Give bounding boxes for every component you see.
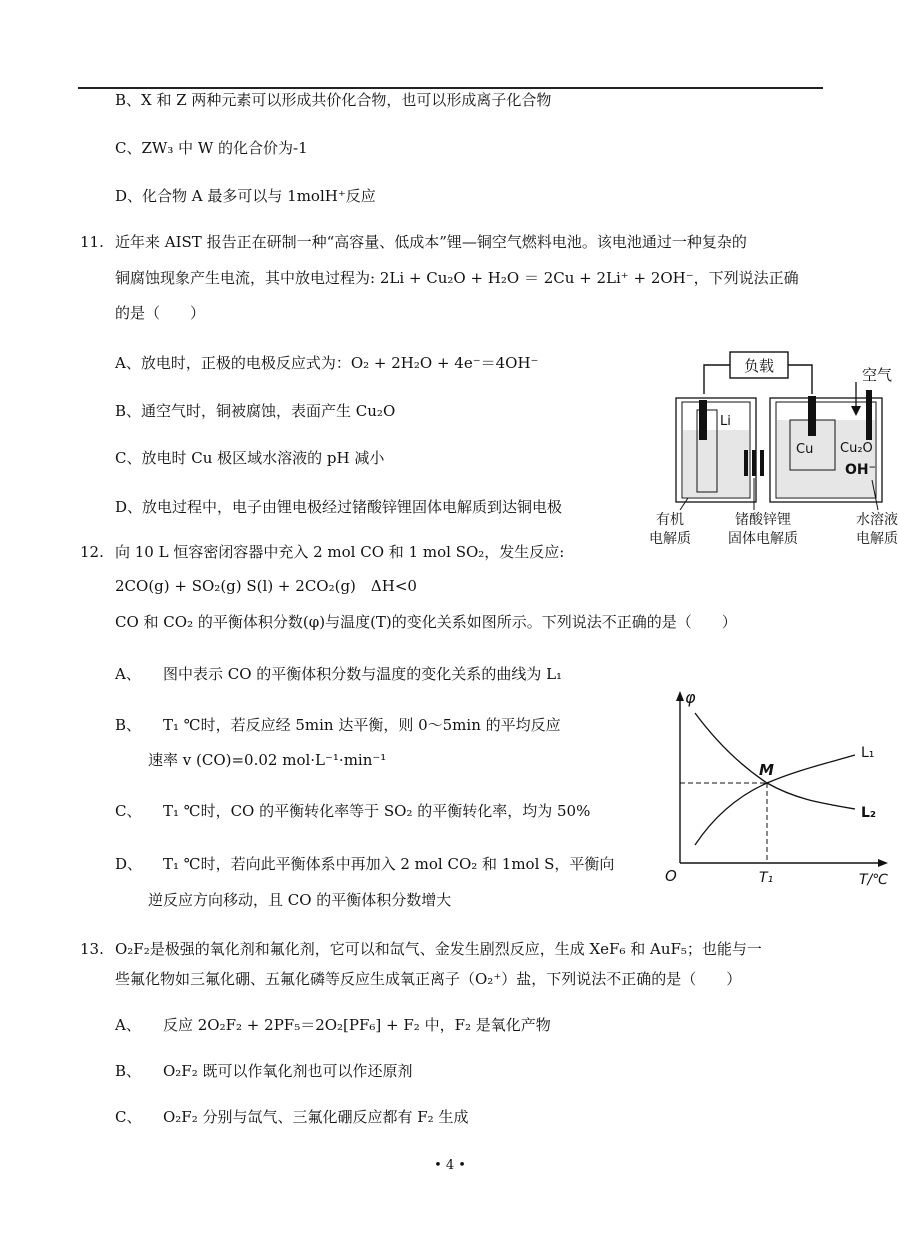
aqueous-label-1: 水溶液 — [856, 512, 898, 528]
aqueous-label-2: 电解质 — [856, 531, 898, 547]
q13-option-c-label: C、 — [115, 1108, 142, 1126]
li-label: Li — [720, 414, 731, 429]
q10-option-b: B、X 和 Z 两种元素可以形成共价化合物，也可以形成离子化合物 — [115, 91, 552, 109]
battery-diagram — [640, 350, 900, 550]
q13-stem-line1: O₂F₂是极强的氧化剂和氟化剂，它可以和氙气、金发生剧烈反应，生成 XeF₆ 和 AuF₅；也能与一 — [115, 940, 762, 958]
q13-option-a-label: A、 — [115, 1016, 141, 1034]
q13-number: 13. — [80, 940, 104, 958]
q12-equation: 2CO(g) + SO₂(g) S(l) + 2CO₂(g) ΔH<0 — [115, 577, 417, 595]
organic-label-2: 电解质 — [649, 531, 691, 547]
l2-label: L₂ — [861, 805, 877, 821]
q10-option-d: D、化合物 A 最多可以与 1molH⁺反应 — [115, 187, 376, 205]
q11-stem-line1: 近年来 AIST 报告正在研制一种“高容量、低成本”锂—铜空气燃料电池。该电池通过一种复杂的 — [115, 233, 747, 251]
t1-label: T₁ — [759, 870, 774, 886]
q13-stem-line2: 些氟化物如三氟化硼、五氟化磷等反应生成氧正离子（O₂⁺）盐，下列说法不正确的是（ ） — [115, 970, 742, 988]
q11-stem-line3: 的是（ ） — [115, 304, 206, 322]
load-label: 负载 — [743, 357, 775, 375]
q12-option-d-line1: T₁ ℃时，若向此平衡体系中再加入 2 mol CO₂ 和 1mol S，平衡向 — [163, 855, 615, 873]
x-axis-label: T/℃ — [859, 872, 888, 888]
q12-option-b-label: B、 — [115, 716, 142, 734]
air-label: 空气 — [862, 366, 893, 384]
q13-option-c: O₂F₂ 分别与氙气、三氟化硼反应都有 F₂ 生成 — [163, 1108, 469, 1126]
page-number: • 4 • — [434, 1158, 466, 1173]
q12-option-d-label: D、 — [115, 855, 143, 873]
q11-option-a: A、放电时，正极的电极反应式为：O₂ + 2H₂O + 4e⁻＝4OH⁻ — [115, 354, 539, 372]
origin-label: O — [665, 867, 677, 885]
point-m-label: M — [759, 761, 774, 779]
q12-option-b-line2: 速率 v (CO)=0.02 mol·L⁻¹·min⁻¹ — [148, 751, 387, 769]
q12-option-a-label: A、 — [115, 665, 141, 683]
solid-label-1: 锗酸锌锂 — [735, 512, 791, 528]
cu2o-label: Cu₂O — [840, 441, 873, 456]
q12-number: 12. — [80, 543, 104, 561]
cu-electrode-rod — [808, 396, 816, 436]
curve-l1 — [695, 755, 855, 845]
q11-option-b: B、通空气时，铜被腐蚀，表面产生 Cu₂O — [115, 402, 396, 420]
l1-label: L₁ — [861, 745, 875, 761]
solid-label-2: 固体电解质 — [728, 531, 798, 547]
organic-electrolyte-fill — [683, 430, 749, 497]
q13-option-b-label: B、 — [115, 1062, 142, 1080]
curve-l2 — [695, 713, 855, 809]
aqueous-electrolyte-fill — [777, 420, 875, 497]
q13-option-a: 反应 2O₂F₂ + 2PF₅＝2O₂[PF₆] + F₂ 中，F₂ 是氧化产物 — [163, 1016, 551, 1034]
equilibrium-graph — [655, 685, 900, 890]
q11-option-d: D、放电过程中，电子由锂电极经过锗酸锌锂固体电解质到达铜电极 — [115, 498, 563, 516]
right-wire — [788, 365, 812, 394]
q12-option-a: 图中表示 CO 的平衡体积分数与温度的变化关系的曲线为 L₁ — [163, 665, 563, 683]
q12-option-d-line2: 逆反应方向移动，且 CO 的平衡体积分数增大 — [148, 891, 452, 909]
organic-label-1: 有机 — [656, 512, 684, 528]
q12-stem-line1: 向 10 L 恒容密闭容器中充入 2 mol CO 和 1 mol SO₂，发生反应: — [115, 543, 565, 561]
q10-option-c: C、ZW₃ 中 W 的化合价为-1 — [115, 139, 308, 157]
q12-option-c-label: C、 — [115, 802, 142, 820]
q11-option-c: C、放电时 Cu 极区域水溶液的 pH 减小 — [115, 449, 385, 467]
q11-number: 11. — [80, 233, 104, 251]
oh-label: OH⁻ — [845, 462, 877, 478]
q11-stem-line2: 铜腐蚀现象产生电流，其中放电过程为: 2Li + Cu₂O + H₂O ＝ 2Cu + 2Li⁺ + 2OH⁻，下列说法正确 — [115, 269, 799, 287]
left-wire — [704, 365, 730, 394]
q13-option-b: O₂F₂ 既可以作氧化剂也可以作还原剂 — [163, 1062, 413, 1080]
y-axis-label: φ — [685, 688, 696, 707]
q12-stem-line3: CO 和 CO₂ 的平衡体积分数(φ)与温度(T)的变化关系如图所示。下列说法不正确的是（ ） — [115, 613, 737, 631]
air-tube — [866, 390, 872, 440]
q12-option-b-line1: T₁ ℃时，若反应经 5min 达平衡，则 0～5min 的平均反应 — [163, 716, 561, 734]
cu-label: Cu — [796, 442, 814, 457]
li-electrode-rod — [699, 400, 707, 440]
q12-option-c: T₁ ℃时，CO 的平衡转化率等于 SO₂ 的平衡转化率，均为 50% — [163, 802, 591, 820]
